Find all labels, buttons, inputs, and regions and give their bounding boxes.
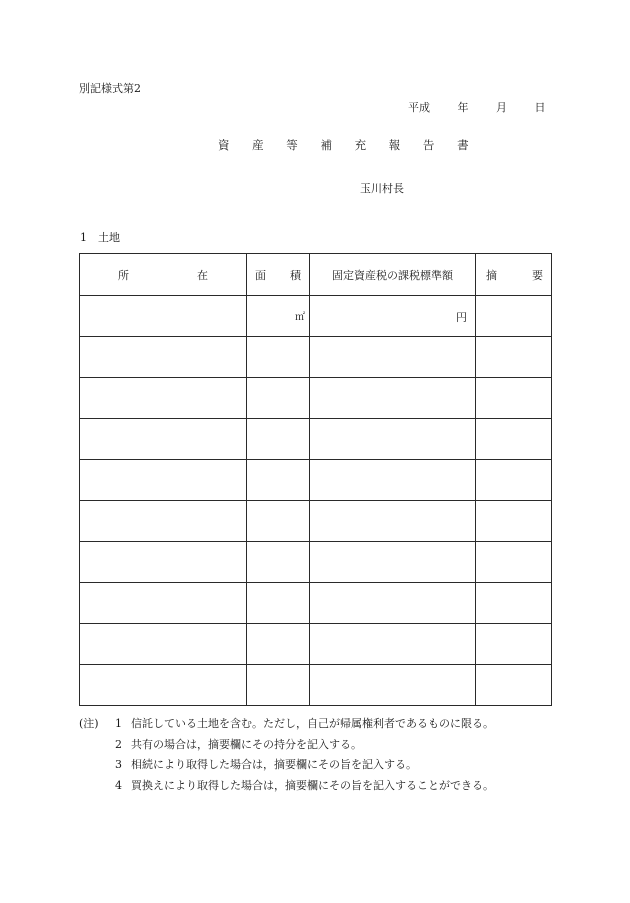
location-cell[interactable] [80, 460, 247, 501]
table-row [80, 583, 552, 624]
note-item [79, 735, 494, 756]
table-row [80, 419, 552, 460]
location-cell[interactable] [80, 501, 247, 542]
date-day-label: 日 [534, 101, 546, 114]
note-cell[interactable] [476, 337, 552, 378]
column-header-location-part: 所 [118, 268, 129, 282]
area-cell[interactable] [247, 624, 310, 665]
note-cell[interactable] [476, 419, 552, 460]
area-cell[interactable] [247, 419, 310, 460]
note-number: 3 [115, 758, 122, 771]
tax-value-cell[interactable] [310, 583, 476, 624]
note-cell[interactable] [476, 378, 552, 419]
note-number: 4 [115, 778, 122, 792]
area-cell[interactable] [247, 583, 310, 624]
column-header-tax-value [310, 254, 476, 296]
column-header-location [80, 254, 247, 296]
column-header-area-part: 面 [255, 268, 266, 282]
tax-value-cell[interactable] [310, 665, 476, 706]
column-header-note-part: 摘 [486, 268, 497, 282]
note-cell[interactable] [476, 665, 552, 706]
date-line [408, 99, 546, 115]
tax-value-cell[interactable] [310, 337, 476, 378]
note-text: 相続により取得した場合は，摘要欄にその旨を記入する。 [131, 758, 417, 771]
note-text: 共有の場合は，摘要欄にその持分を記入する。 [131, 737, 362, 751]
area-cell[interactable] [247, 460, 310, 501]
column-header-area-part: 積 [290, 268, 301, 282]
date-year-label: 年 [457, 101, 469, 114]
note-number: 1 [115, 717, 122, 730]
location-cell[interactable] [80, 542, 247, 583]
tax-value-cell[interactable] [310, 460, 476, 501]
location-cell[interactable] [80, 378, 247, 419]
date-month-label: 月 [496, 101, 507, 114]
area-unit: ㎡ [295, 312, 305, 323]
tax-value-cell[interactable] [310, 296, 476, 337]
location-cell[interactable] [80, 624, 247, 665]
issuer: 玉川村長 [360, 182, 404, 195]
table-row [80, 296, 552, 337]
location-cell[interactable] [80, 337, 247, 378]
location-cell[interactable] [80, 583, 247, 624]
note-cell[interactable] [476, 624, 552, 665]
note-cell[interactable] [476, 542, 552, 583]
notes [79, 714, 494, 796]
column-header-area [247, 254, 310, 296]
notes-label: (注) [79, 717, 99, 730]
note-item [79, 714, 494, 735]
section-heading: 1 土地 [80, 231, 120, 244]
area-cell[interactable] [247, 337, 310, 378]
table-header-row [80, 254, 552, 296]
note-item [79, 755, 494, 776]
area-cell[interactable] [247, 542, 310, 583]
tax-value-cell[interactable] [310, 378, 476, 419]
form-number: 別記様式第2 [79, 82, 141, 95]
note-cell[interactable] [476, 296, 552, 337]
location-cell[interactable] [80, 665, 247, 706]
tax-value-cell[interactable] [310, 419, 476, 460]
table-row [80, 665, 552, 706]
area-cell[interactable] [247, 665, 310, 706]
column-header-location-part: 在 [197, 268, 208, 282]
table-row [80, 542, 552, 583]
area-cell[interactable] [247, 296, 310, 337]
note-item [79, 776, 494, 797]
table-row [80, 460, 552, 501]
table-row [80, 378, 552, 419]
table-row [80, 337, 552, 378]
tax-value-cell[interactable] [310, 542, 476, 583]
date-era: 平成 [408, 101, 430, 114]
document-title: 資 産 等 補 充 報 告 書 [218, 138, 479, 152]
column-header-note-part: 要 [532, 268, 543, 282]
note-cell[interactable] [476, 460, 552, 501]
land-table [79, 253, 552, 706]
note-number: 2 [115, 737, 122, 751]
note-cell[interactable] [476, 583, 552, 624]
table-row [80, 501, 552, 542]
note-cell[interactable] [476, 501, 552, 542]
area-cell[interactable] [247, 378, 310, 419]
column-header-note [476, 254, 552, 296]
location-cell[interactable] [80, 296, 247, 337]
location-cell[interactable] [80, 419, 247, 460]
area-cell[interactable] [247, 501, 310, 542]
column-header-tax-value-label: 固定資産税の課税標準額 [332, 268, 453, 282]
yen-unit: 円 [456, 311, 467, 324]
tax-value-cell[interactable] [310, 501, 476, 542]
table-row [80, 624, 552, 665]
tax-value-cell[interactable] [310, 624, 476, 665]
note-text: 信託している土地を含む。ただし，自己が帰属権利者であるものに限る。 [131, 717, 494, 730]
note-text: 買換えにより取得した場合は，摘要欄にその旨を記入することができる。 [131, 778, 494, 792]
